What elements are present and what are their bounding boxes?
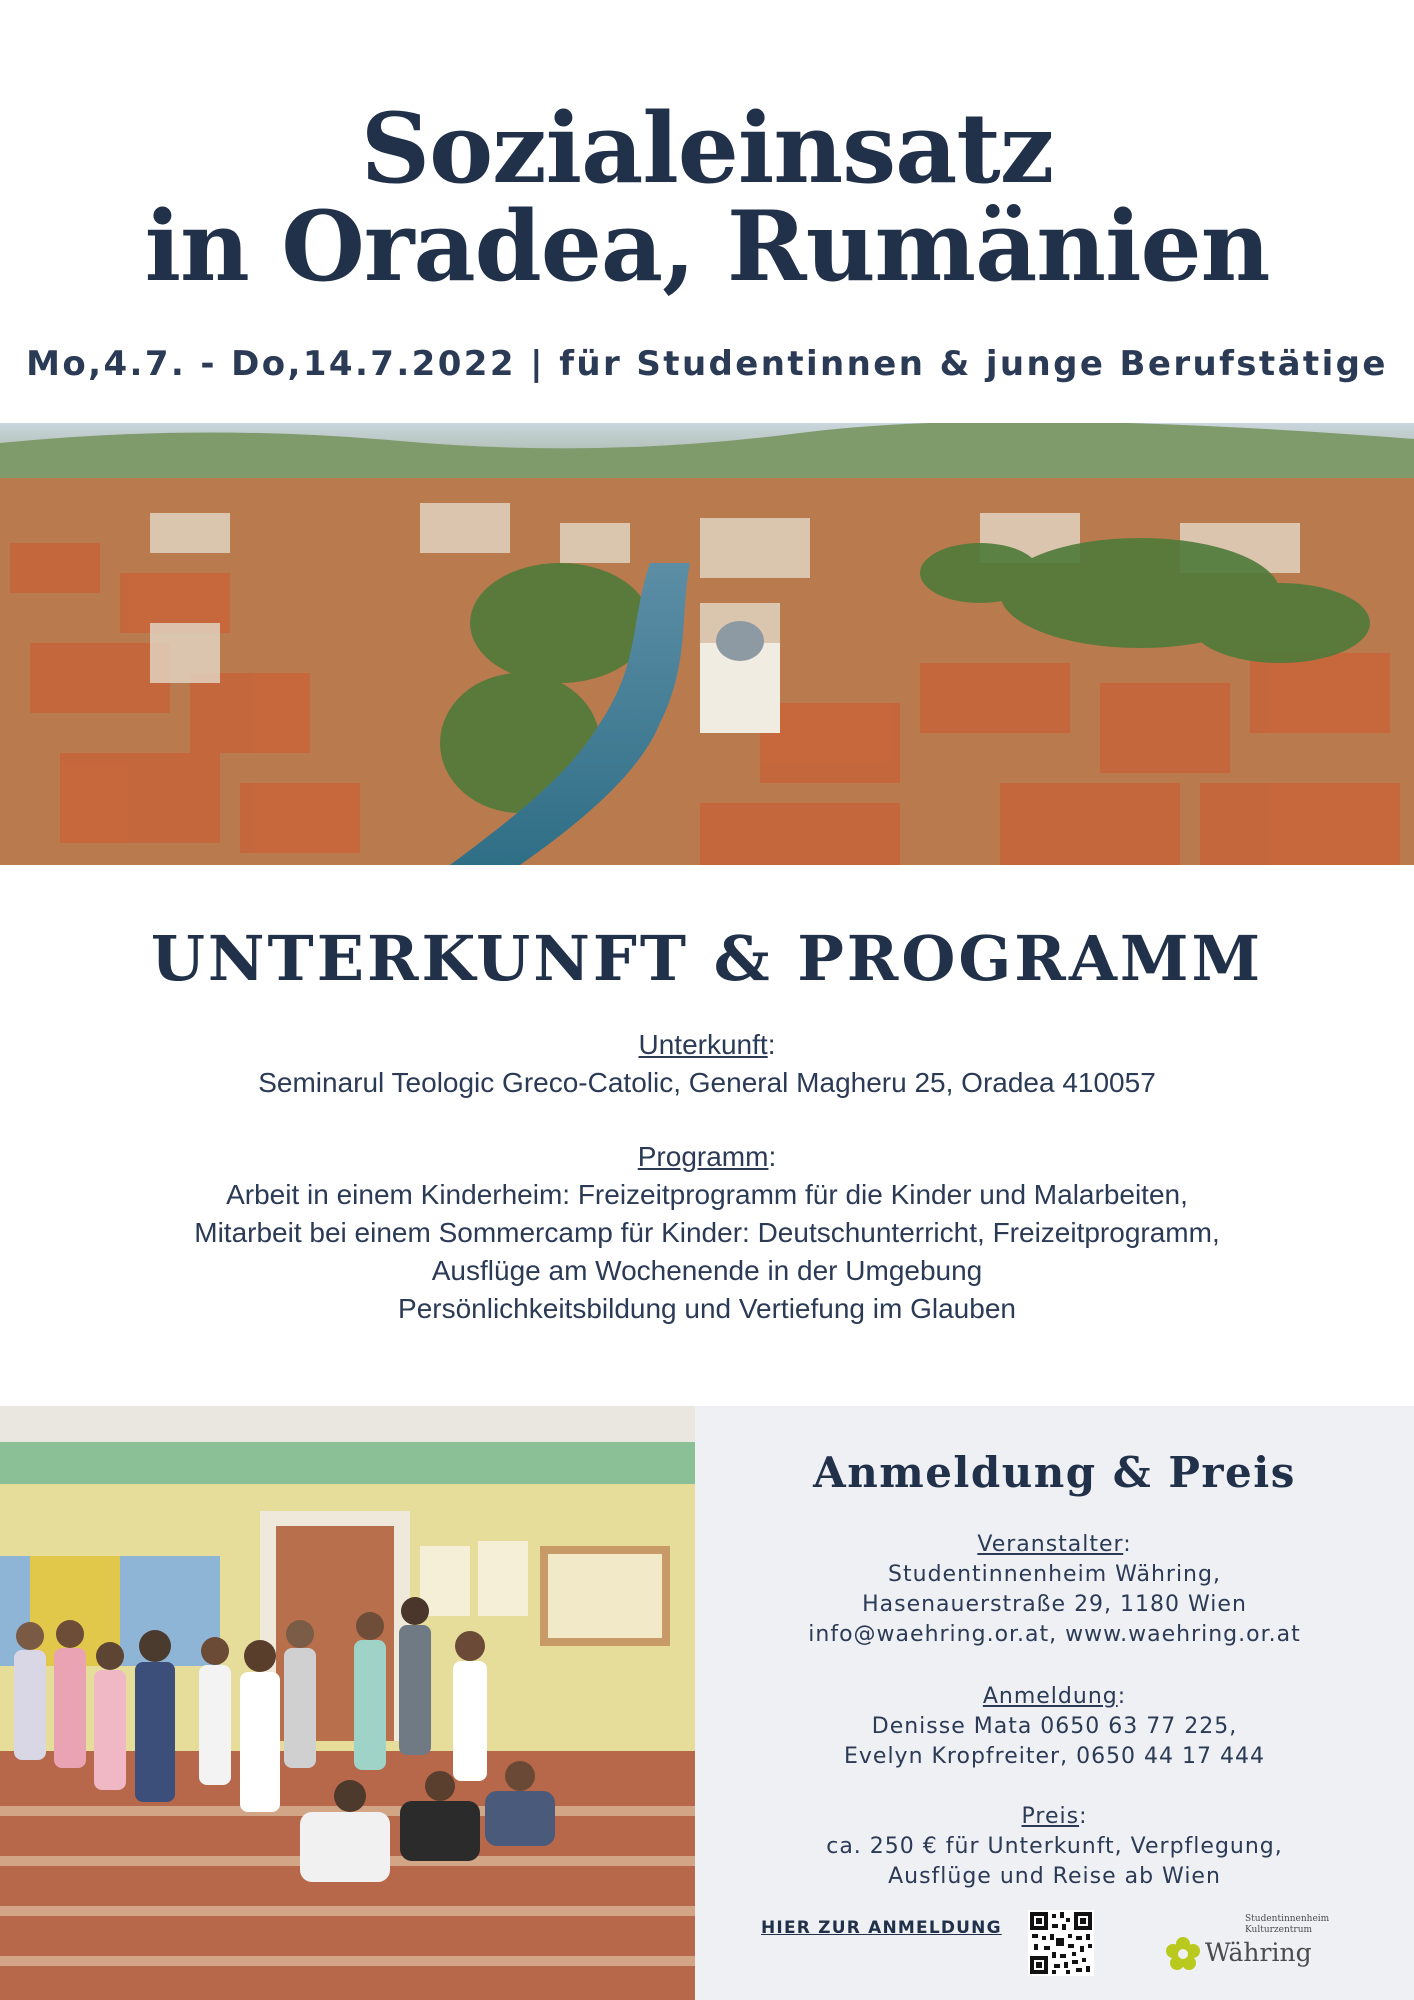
title-line-2: in Oradea, Rumänien: [144, 190, 1270, 303]
accommodation-text: Seminarul Teologic Greco-Catolic, General Magheru 25, Oradea 410057: [258, 1067, 1156, 1098]
program-line: Persönlichkeitsbildung und Vertiefung im Glauben: [398, 1293, 1016, 1324]
flower-icon: [1165, 1936, 1201, 1972]
registration-title: Anmeldung & Preis: [813, 1448, 1296, 1497]
signup-label: Anmeldung: [982, 1684, 1118, 1709]
signup-line: Denisse Mata 0650 63 77 225,: [871, 1714, 1238, 1739]
children-illustration: [0, 1406, 695, 2000]
program-heading: UNTERKUNFT & PROGRAMM: [150, 922, 1264, 995]
oradea-aerial-photo: [0, 423, 1414, 865]
organizer-label: Veranstalter: [977, 1532, 1124, 1557]
logo-line-2: Kulturzentrum: [1245, 1925, 1313, 1935]
children-group-photo: [0, 1406, 695, 2000]
registration-panel: [695, 1406, 1414, 2000]
program-line: Mitarbeit bei einem Sommercamp für Kinder: Deutschunterricht, Freizeitprogramm,: [194, 1217, 1220, 1248]
waehring-logo: [1165, 1914, 1365, 1976]
price-line: Ausflüge und Reise ab Wien: [888, 1864, 1221, 1889]
program-line: Ausflüge am Wochenende in der Umgebung: [431, 1255, 983, 1286]
qr-code-icon[interactable]: [1028, 1910, 1094, 1976]
signup-line: Evelyn Kropfreiter, 0650 44 17 444: [843, 1744, 1266, 1769]
accommodation-label: Unterkunft: [638, 1029, 768, 1060]
organizer-block: Veranstalter: Studentinnenheim Währing, Hasenauerstraße 29, 1180 Wien info@waehring.or.at, www.waehring.or.at: [695, 1530, 1414, 1650]
price-block: Preis: ca. 250 € für Unterkunft, Verpflegung, Ausflüge und Reise ab Wien: [695, 1802, 1414, 1892]
program-line: Arbeit in einem Kinderheim: Freizeitprogramm für die Kinder und Malarbeiten,: [226, 1179, 1188, 1210]
accommodation-block: Unterkunft: Seminarul Teologic Greco-Catolic, General Magheru 25, Oradea 410057: [0, 1026, 1414, 1102]
signup-block: Anmeldung: Denisse Mata 0650 63 77 225, Evelyn Kropfreiter, 0650 44 17 444: [695, 1682, 1414, 1772]
program-block: Programm: Arbeit in einem Kinderheim: Freizeitprogramm für die Kinder und Malarbeiten, Mitarbeit bei einem Sommercamp für Kinder: Deutschunterricht, Freizeitprogramm, Ausflüge am Wochenende in der Umgebung Persönlichkeitsbildung und Vertiefung im Glauben: [0, 1138, 1414, 1328]
logo-line-1: Studentinnenheim: [1245, 1914, 1330, 1924]
registration-link[interactable]: HIER ZUR ANMELDUNG: [761, 1918, 1002, 1938]
page-title: [0, 92, 1414, 303]
title-line-1: Sozialeinsatz: [360, 92, 1054, 205]
logo-name: Währing: [1205, 1938, 1312, 1967]
organizer-line: Hasenauerstraße 29, 1180 Wien: [862, 1592, 1247, 1617]
program-label: Programm: [637, 1141, 769, 1172]
date-subtitle: Mo,4.7. - Do,14.7.2022 | für Studentinnen & junge Berufstätige: [26, 344, 1388, 384]
price-label: Preis: [1021, 1804, 1080, 1829]
price-line: ca. 250 € für Unterkunft, Verpflegung,: [826, 1834, 1283, 1859]
logo-subtitle: [1165, 1914, 1365, 1936]
oradea-aerial-illustration: [0, 423, 1414, 865]
organizer-line: info@waehring.or.at, www.waehring.or.at: [808, 1622, 1301, 1647]
organizer-line: Studentinnenheim Währing,: [888, 1562, 1221, 1587]
